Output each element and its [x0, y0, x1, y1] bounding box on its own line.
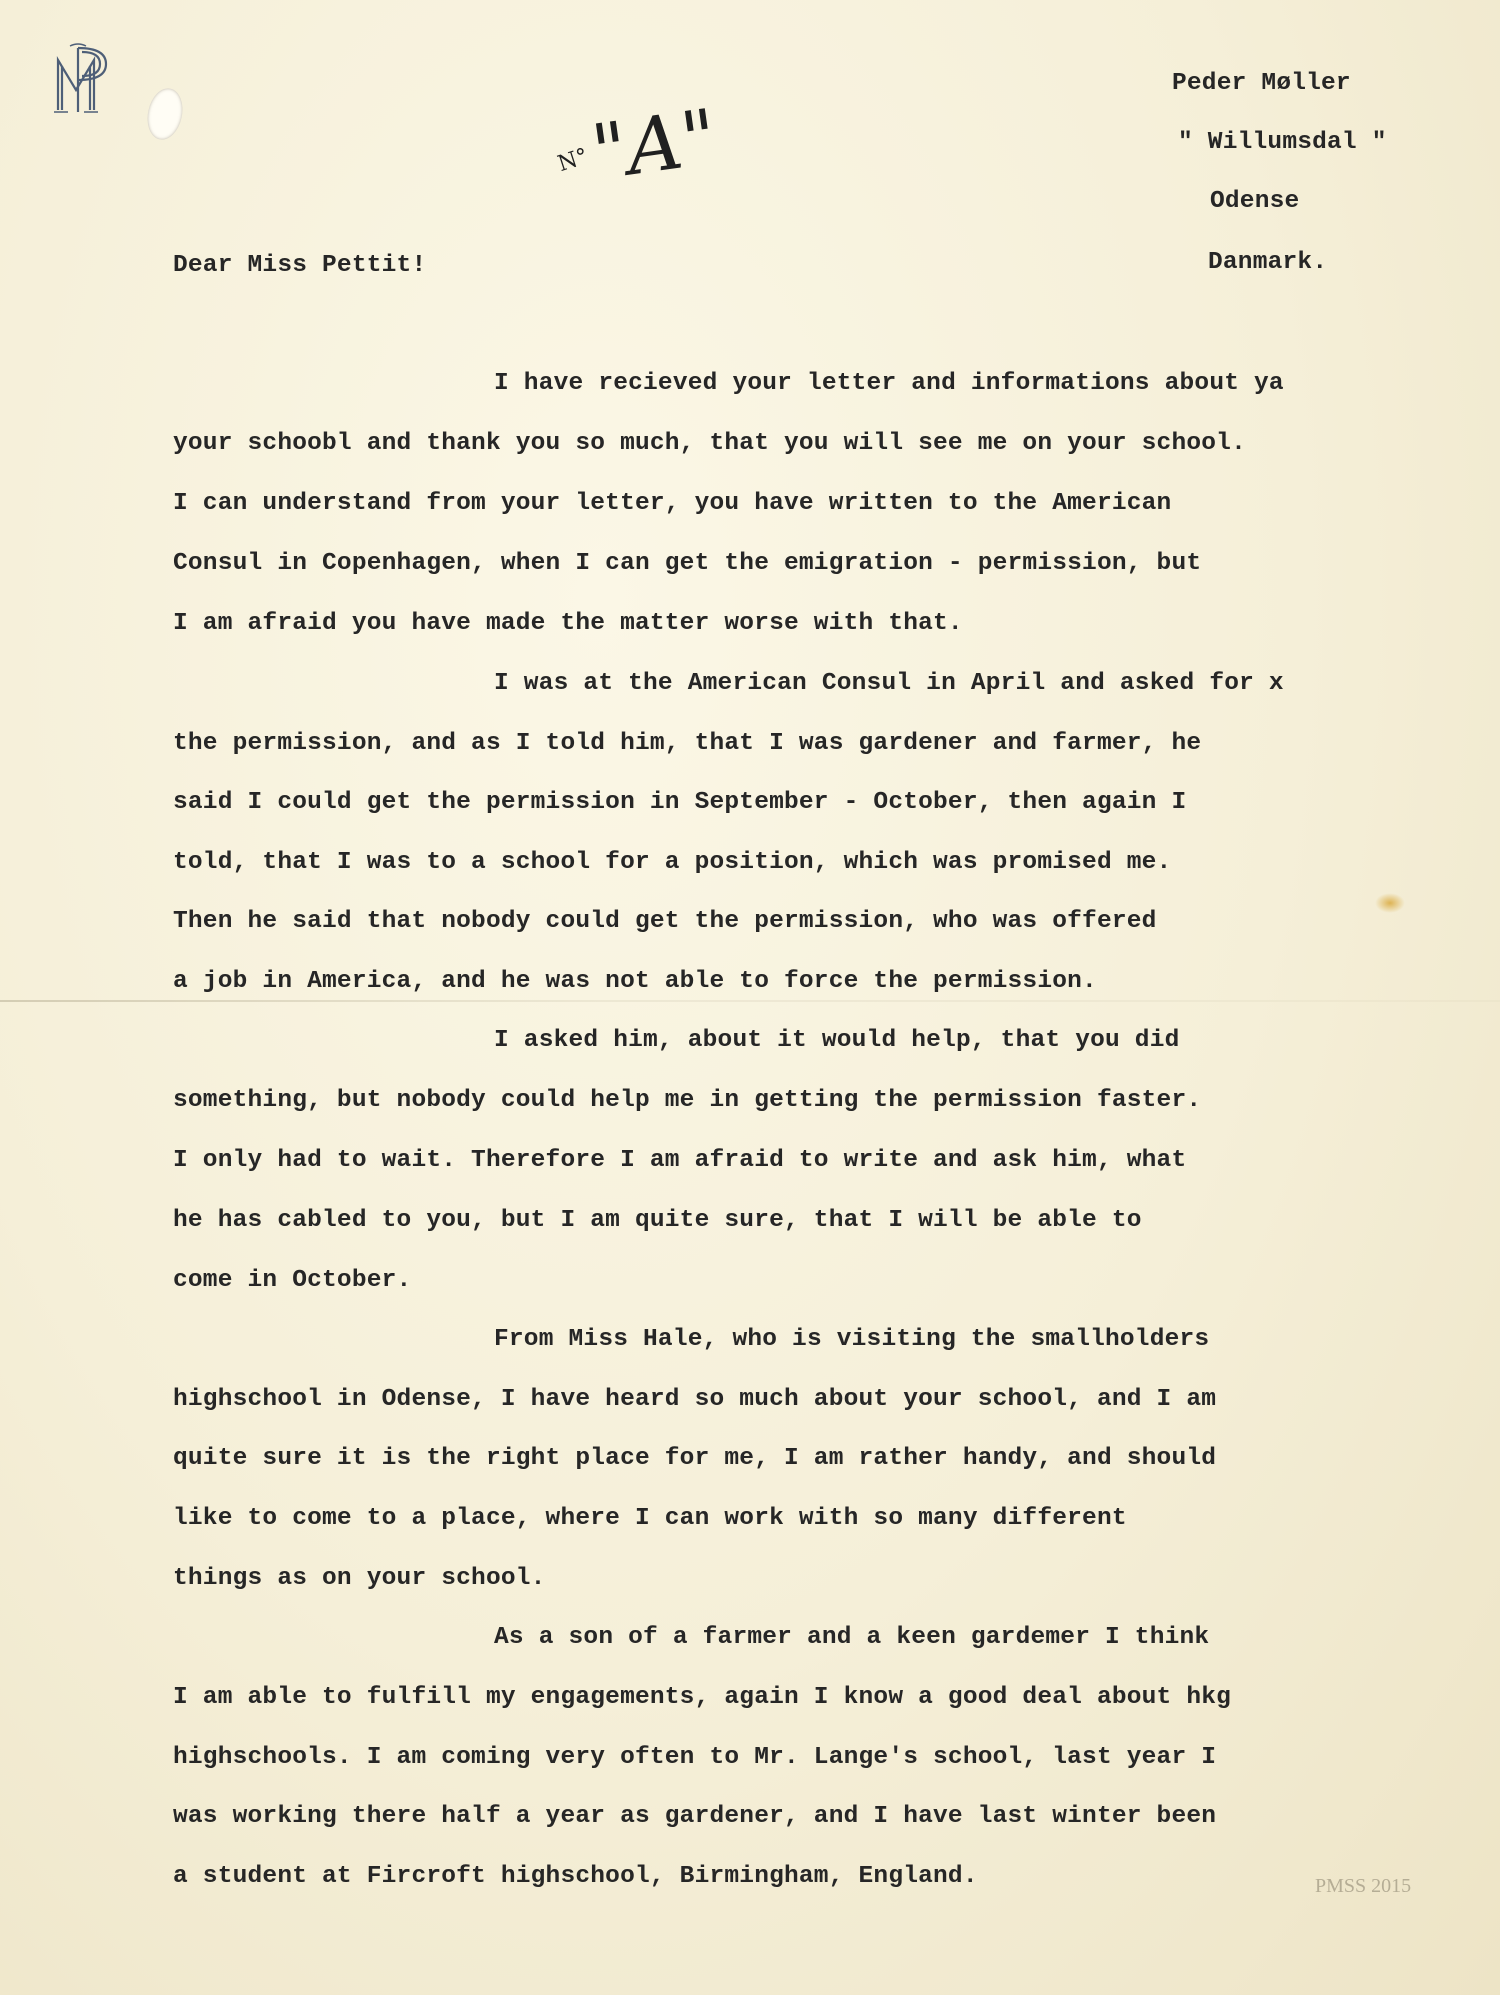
sender-name: Peder Møller [1172, 70, 1351, 97]
body-line-15: he has cabled to you, but I am quite sure, that I will be able to [173, 1207, 1142, 1234]
body-line-6: I was at the American Consul in April and asked for x [494, 670, 1284, 697]
sender-city: Odense [1210, 188, 1300, 215]
body-line-19: quite sure it is the right place for me, I am rather handy, and should [173, 1445, 1217, 1472]
body-line-26: a student at Fircroft highschool, Birmingham, England. [173, 1863, 978, 1890]
body-line-2: your schoobl and thank you so much, that you will see me on your school. [173, 430, 1246, 457]
archive-watermark: PMSS 2015 [1315, 1875, 1412, 1897]
sender-estate: " Willumsdal " [1178, 129, 1387, 156]
body-line-16: come in October. [173, 1267, 412, 1294]
pm-monogram-logo [48, 40, 128, 120]
body-line-18: highschool in Odense, I have heard so much about your school, and I am [173, 1386, 1217, 1413]
paper-fold [0, 1000, 1500, 1002]
body-line-7: the permission, and as I told him, that I was gardener and farmer, he [173, 730, 1202, 757]
body-line-17: From Miss Hale, who is visiting the smallholders [494, 1326, 1210, 1353]
body-line-5: I am afraid you have made the matter worse with that. [173, 610, 963, 637]
body-line-23: I am able to fulfill my engagements, again I know a good deal about hkg [173, 1684, 1232, 1711]
body-line-13: something, but nobody could help me in getting the permission faster. [173, 1087, 1202, 1114]
body-line-22: As a son of a farmer and a keen gardemer I think [494, 1624, 1210, 1651]
body-line-25: was working there half a year as gardener, and I have last winter been [173, 1803, 1217, 1830]
body-line-3: I can understand from your letter, you have written to the American [173, 490, 1172, 517]
handwritten-letter-mark: "A" [586, 91, 723, 198]
body-line-14: I only had to wait. Therefore I am afraid to write and ask him, what [173, 1147, 1187, 1174]
body-line-24: highschools. I am coming very often to Mr. Lange's school, last year I [173, 1744, 1217, 1771]
body-line-20: like to come to a place, where I can work with so many different [173, 1505, 1127, 1532]
body-line-8: said I could get the permission in September - October, then again I [173, 789, 1187, 816]
sender-country: Danmark. [1208, 249, 1328, 276]
body-line-11: a job in America, and he was not able to force the permission. [173, 968, 1097, 995]
stain [1375, 893, 1405, 913]
body-line-4: Consul in Copenhagen, when I can get the emigration - permission, but [173, 550, 1202, 577]
body-line-21: things as on your school. [173, 1565, 546, 1592]
body-line-12: I asked him, about it would help, that you did [494, 1027, 1180, 1054]
handwritten-number-prefix: N° [554, 143, 592, 178]
salutation: Dear Miss Pettit! [173, 252, 427, 279]
body-line-10: Then he said that nobody could get the permission, who was offered [173, 908, 1157, 935]
body-line-9: told, that I was to a school for a position, which was promised me. [173, 849, 1172, 876]
body-line-1: I have recieved your letter and informations about ya [494, 370, 1284, 397]
